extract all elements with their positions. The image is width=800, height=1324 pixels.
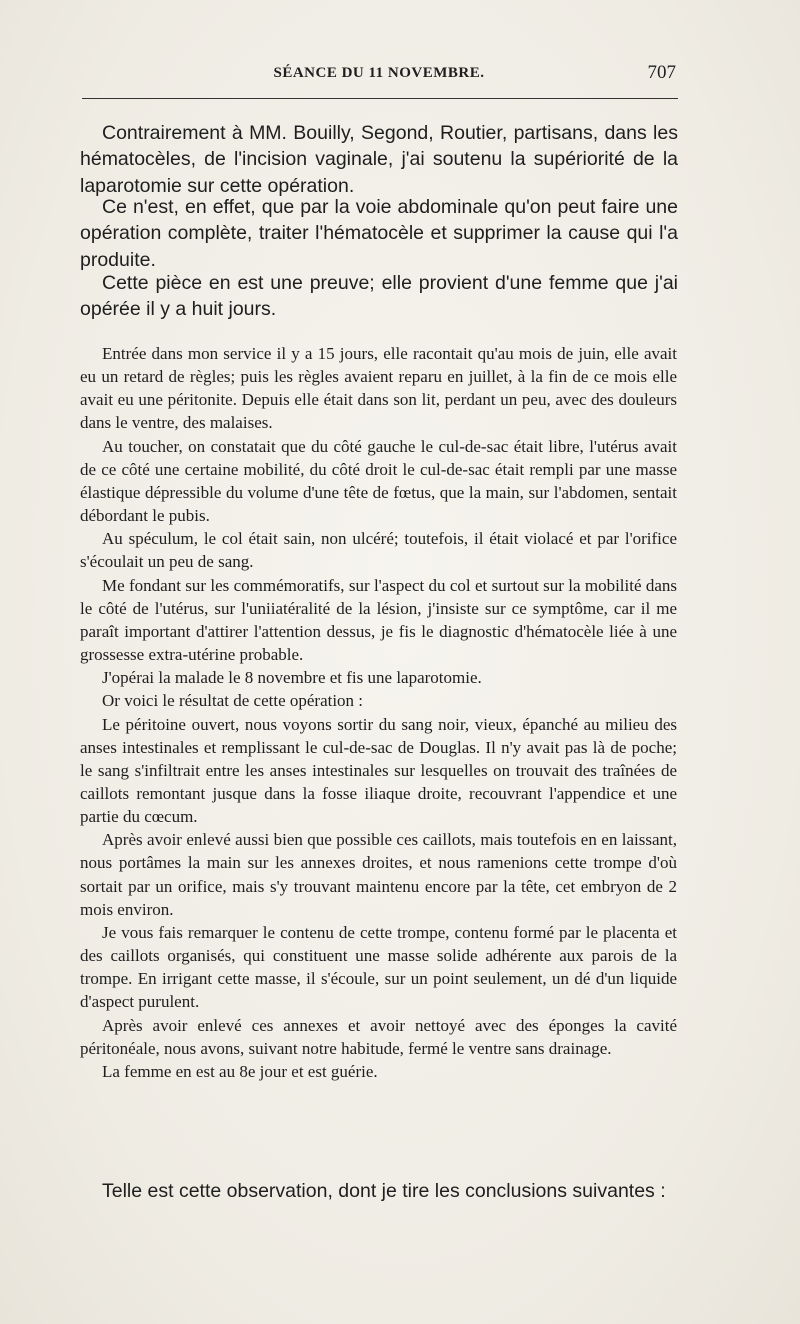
observation-paragraph: J'opérai la malade le 8 novembre et fis une laparotomie. (102, 668, 482, 688)
observation-paragraph: Après avoir enlevé aussi bien que possible ces caillots, mais toutefois en en laissant, nous portâmes la main sur les annexes droites, et nous ramenions cette trompe d'où sortait par un orifice, mais s'y trouvant maintenu encore par la tête, cet embryon de 2 mois environ. (80, 830, 677, 919)
running-head: SÉANCE DU 11 NOVEMBRE. (273, 65, 485, 81)
observation-text (80, 342, 677, 1083)
observation-paragraph: Me fondant sur les commémoratifs, sur l'aspect du col et surtout sur la mobilité dans le côté de l'utérus, sur l'uniiatéralité de la lésion, j'insiste sur ce symptôme, car il me paraît important d'attirer l'attention dessus, je fis le diagnostic d'hématocèle liée à une grossesse extra-utérine probable. (80, 575, 677, 665)
observation-paragraph: Je vous fais remarquer le contenu de cette trompe, contenu formé par le placenta et des caillots organisés, qui constituent une masse solide adhérente aux parois de la trompe. En irrigant cette masse, il s'écoule, sur un point seulement, un dé d'un liquide d'aspect purulent. (80, 922, 677, 1012)
lead-paragraph: Contrairement à MM. Bouilly, Segond, Routier, partisans, dans les hématocèles, de l'incision vaginale, j'ai soutenu la supériorité de la laparotomie sur cette opération. (80, 122, 678, 197)
lead-paragraph-3-block (80, 270, 678, 323)
page-header (80, 62, 678, 86)
lead-paragraph-1-block (80, 120, 678, 199)
observation-paragraph: La femme en est au 8e jour et est guérie. (102, 1061, 378, 1081)
observation-paragraph: Le péritoine ouvert, nous voyons sortir du sang noir, vieux, épanché au milieu des anses intestinales et remplissant le cul-de-sac de Douglas. Il n'y avait pas là de poche; le sang s'infiltrait entre les anses intestinales sur lesquelles on trouvait des traînées de caillots remontant jusque dans la fosse iliaque droite, recouvrant l'appendice et une partie du cœcum. (80, 714, 677, 827)
conclusion-line: Telle est cette observation, dont je tire les conclusions suivantes : (102, 1180, 666, 1202)
lead-paragraph-2-block (80, 194, 678, 273)
observation-paragraph: Après avoir enlevé ces annexes et avoir nettoyé avec des éponges la cavité péritonéale, nous avons, suivant notre habitude, fermé le ventre sans drainage. (80, 1015, 677, 1058)
observation-paragraph: Au toucher, on constatait que du côté gauche le cul-de-sac était libre, l'utérus avait de ce côté une certaine mobilité, du côté droit le cul-de-sac était rempli par une masse élastique dépressible du volume d'une tête de fœtus, que la main, sur l'abdomen, sentait débordant le pubis. (80, 436, 677, 526)
observation-paragraph: Au spéculum, le col était sain, non ulcéré; toutefois, il était violacé et par l'orifice s'écoulait un peu de sang. (80, 529, 677, 572)
lead-paragraph: Ce n'est, en effet, que par la voie abdominale qu'on peut faire une opération complète, traiter l'hématocèle et supprimer la cause qui l'a produite. (80, 196, 678, 271)
observation-paragraph: Entrée dans mon service il y a 15 jours, elle racontait qu'au mois de juin, elle avait eu un retard de règles; puis les règles avaient reparu en juillet, à la fin de ce mois elle avait eu une péritonite. Depuis elle était dans son lit, perdant un peu, avec des douleurs dans le ventre, des malaises. (80, 344, 677, 433)
header-rule (82, 98, 678, 99)
lead-paragraph: Cette pièce en est une preuve; elle provient d'une femme que j'ai opérée il y a huit jours. (80, 272, 678, 321)
observation-paragraph: Or voici le résultat de cette opération : (102, 691, 364, 711)
page-number: 707 (647, 62, 676, 83)
